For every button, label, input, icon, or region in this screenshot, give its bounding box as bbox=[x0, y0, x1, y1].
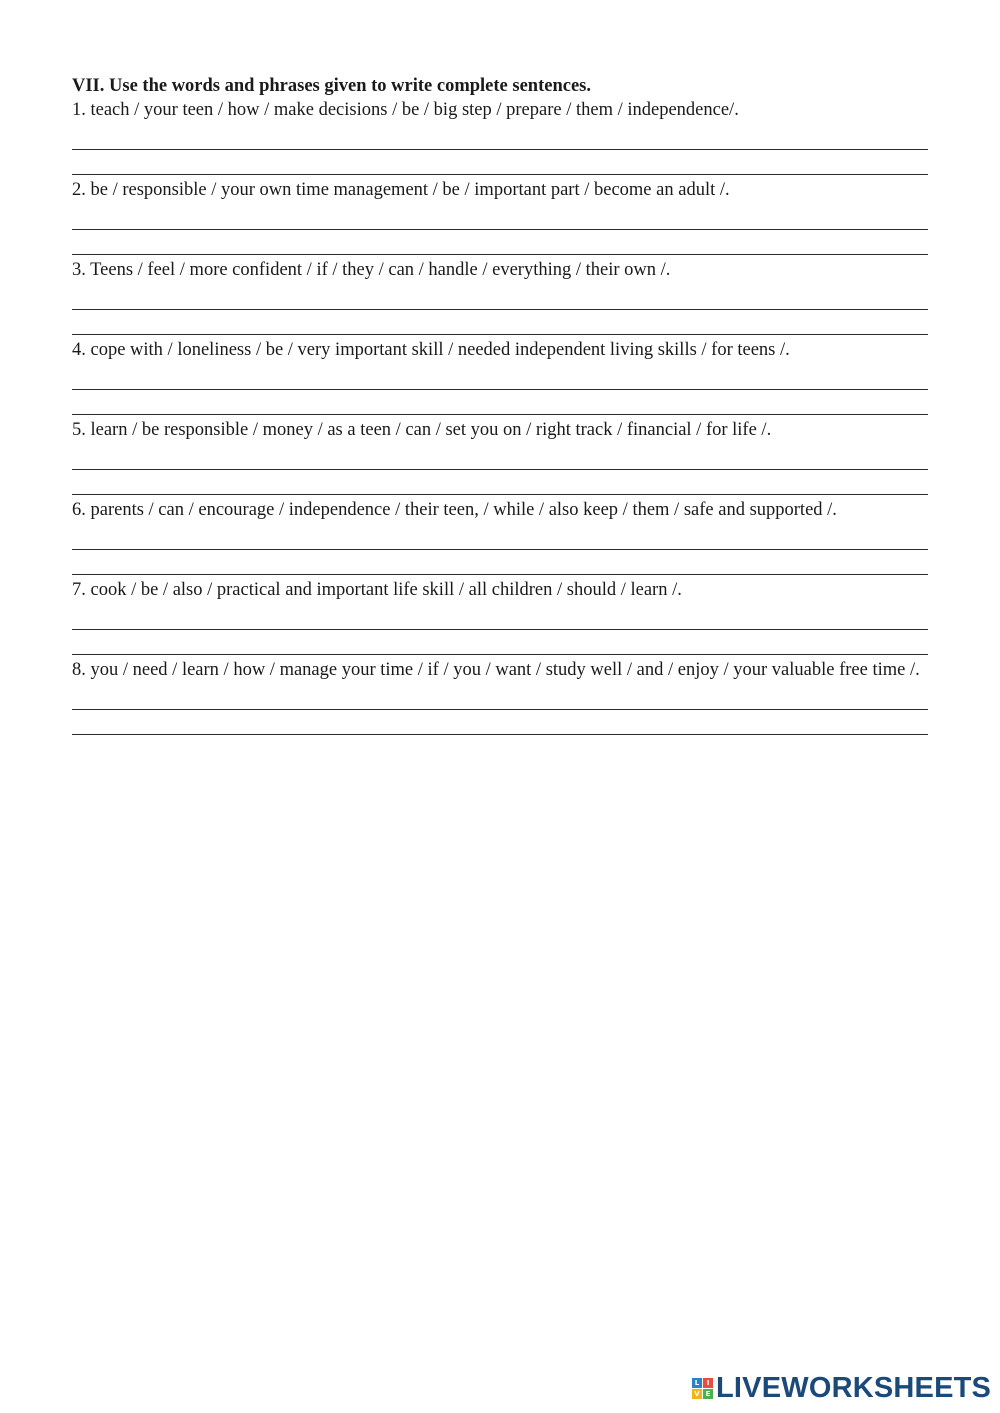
answer-line[interactable] bbox=[72, 283, 928, 310]
question-prompt: 5. learn / be responsible / money / as a teen / can / set you on / right track / financial / for life /. bbox=[72, 420, 772, 440]
logo-tiles-icon bbox=[692, 1378, 713, 1399]
answer-line[interactable] bbox=[72, 443, 928, 470]
liveworksheets-logo bbox=[692, 1373, 991, 1403]
question-prompt: 1. teach / your teen / how / make decisions / be / big step / prepare / them / independence/. bbox=[72, 100, 739, 120]
question-prompt: 7. cook / be / also / practical and important life skill / all children / should / learn /. bbox=[72, 580, 682, 600]
answer-line[interactable] bbox=[72, 683, 928, 710]
question-8 bbox=[72, 658, 928, 735]
logo-tile: L bbox=[692, 1378, 702, 1388]
question-3 bbox=[72, 258, 928, 335]
question-1 bbox=[72, 98, 928, 175]
worksheet bbox=[72, 74, 928, 735]
answer-line[interactable] bbox=[72, 630, 928, 655]
question-prompt: 4. cope with / loneliness / be / very important skill / needed independent living skills / for teens /. bbox=[72, 340, 790, 360]
answer-line[interactable] bbox=[72, 470, 928, 495]
answer-line[interactable] bbox=[72, 123, 928, 150]
answer-line[interactable] bbox=[72, 550, 928, 575]
exercise-heading: VII. Use the words and phrases given to write complete sentences. bbox=[72, 76, 591, 96]
question-5 bbox=[72, 418, 928, 495]
question-prompt: 2. be / responsible / your own time management / be / important part / become an adult /. bbox=[72, 180, 730, 200]
answer-line[interactable] bbox=[72, 230, 928, 255]
brand-name: LIVEWORKSHEETS bbox=[716, 1372, 992, 1404]
logo-tile: I bbox=[703, 1378, 713, 1388]
question-prompt: 6. parents / can / encourage / independence / their teen, / while / also keep / them / safe and supported /. bbox=[72, 500, 837, 520]
question-2 bbox=[72, 178, 928, 255]
answer-line[interactable] bbox=[72, 710, 928, 735]
answer-line[interactable] bbox=[72, 523, 928, 550]
answer-line[interactable] bbox=[72, 310, 928, 335]
logo-tile: E bbox=[703, 1389, 713, 1399]
answer-line[interactable] bbox=[72, 603, 928, 630]
logo-tile: V bbox=[692, 1389, 702, 1399]
question-6 bbox=[72, 498, 928, 575]
question-prompt: 3. Teens / feel / more confident / if / they / can / handle / everything / their own /. bbox=[72, 260, 671, 280]
answer-line[interactable] bbox=[72, 363, 928, 390]
answer-line[interactable] bbox=[72, 150, 928, 175]
answer-line[interactable] bbox=[72, 390, 928, 415]
question-7 bbox=[72, 578, 928, 655]
question-prompt: 8. you / need / learn / how / manage your time / if / you / want / study well / and / enjoy / your valuable free time /. bbox=[72, 660, 920, 680]
question-4 bbox=[72, 338, 928, 415]
answer-line[interactable] bbox=[72, 203, 928, 230]
